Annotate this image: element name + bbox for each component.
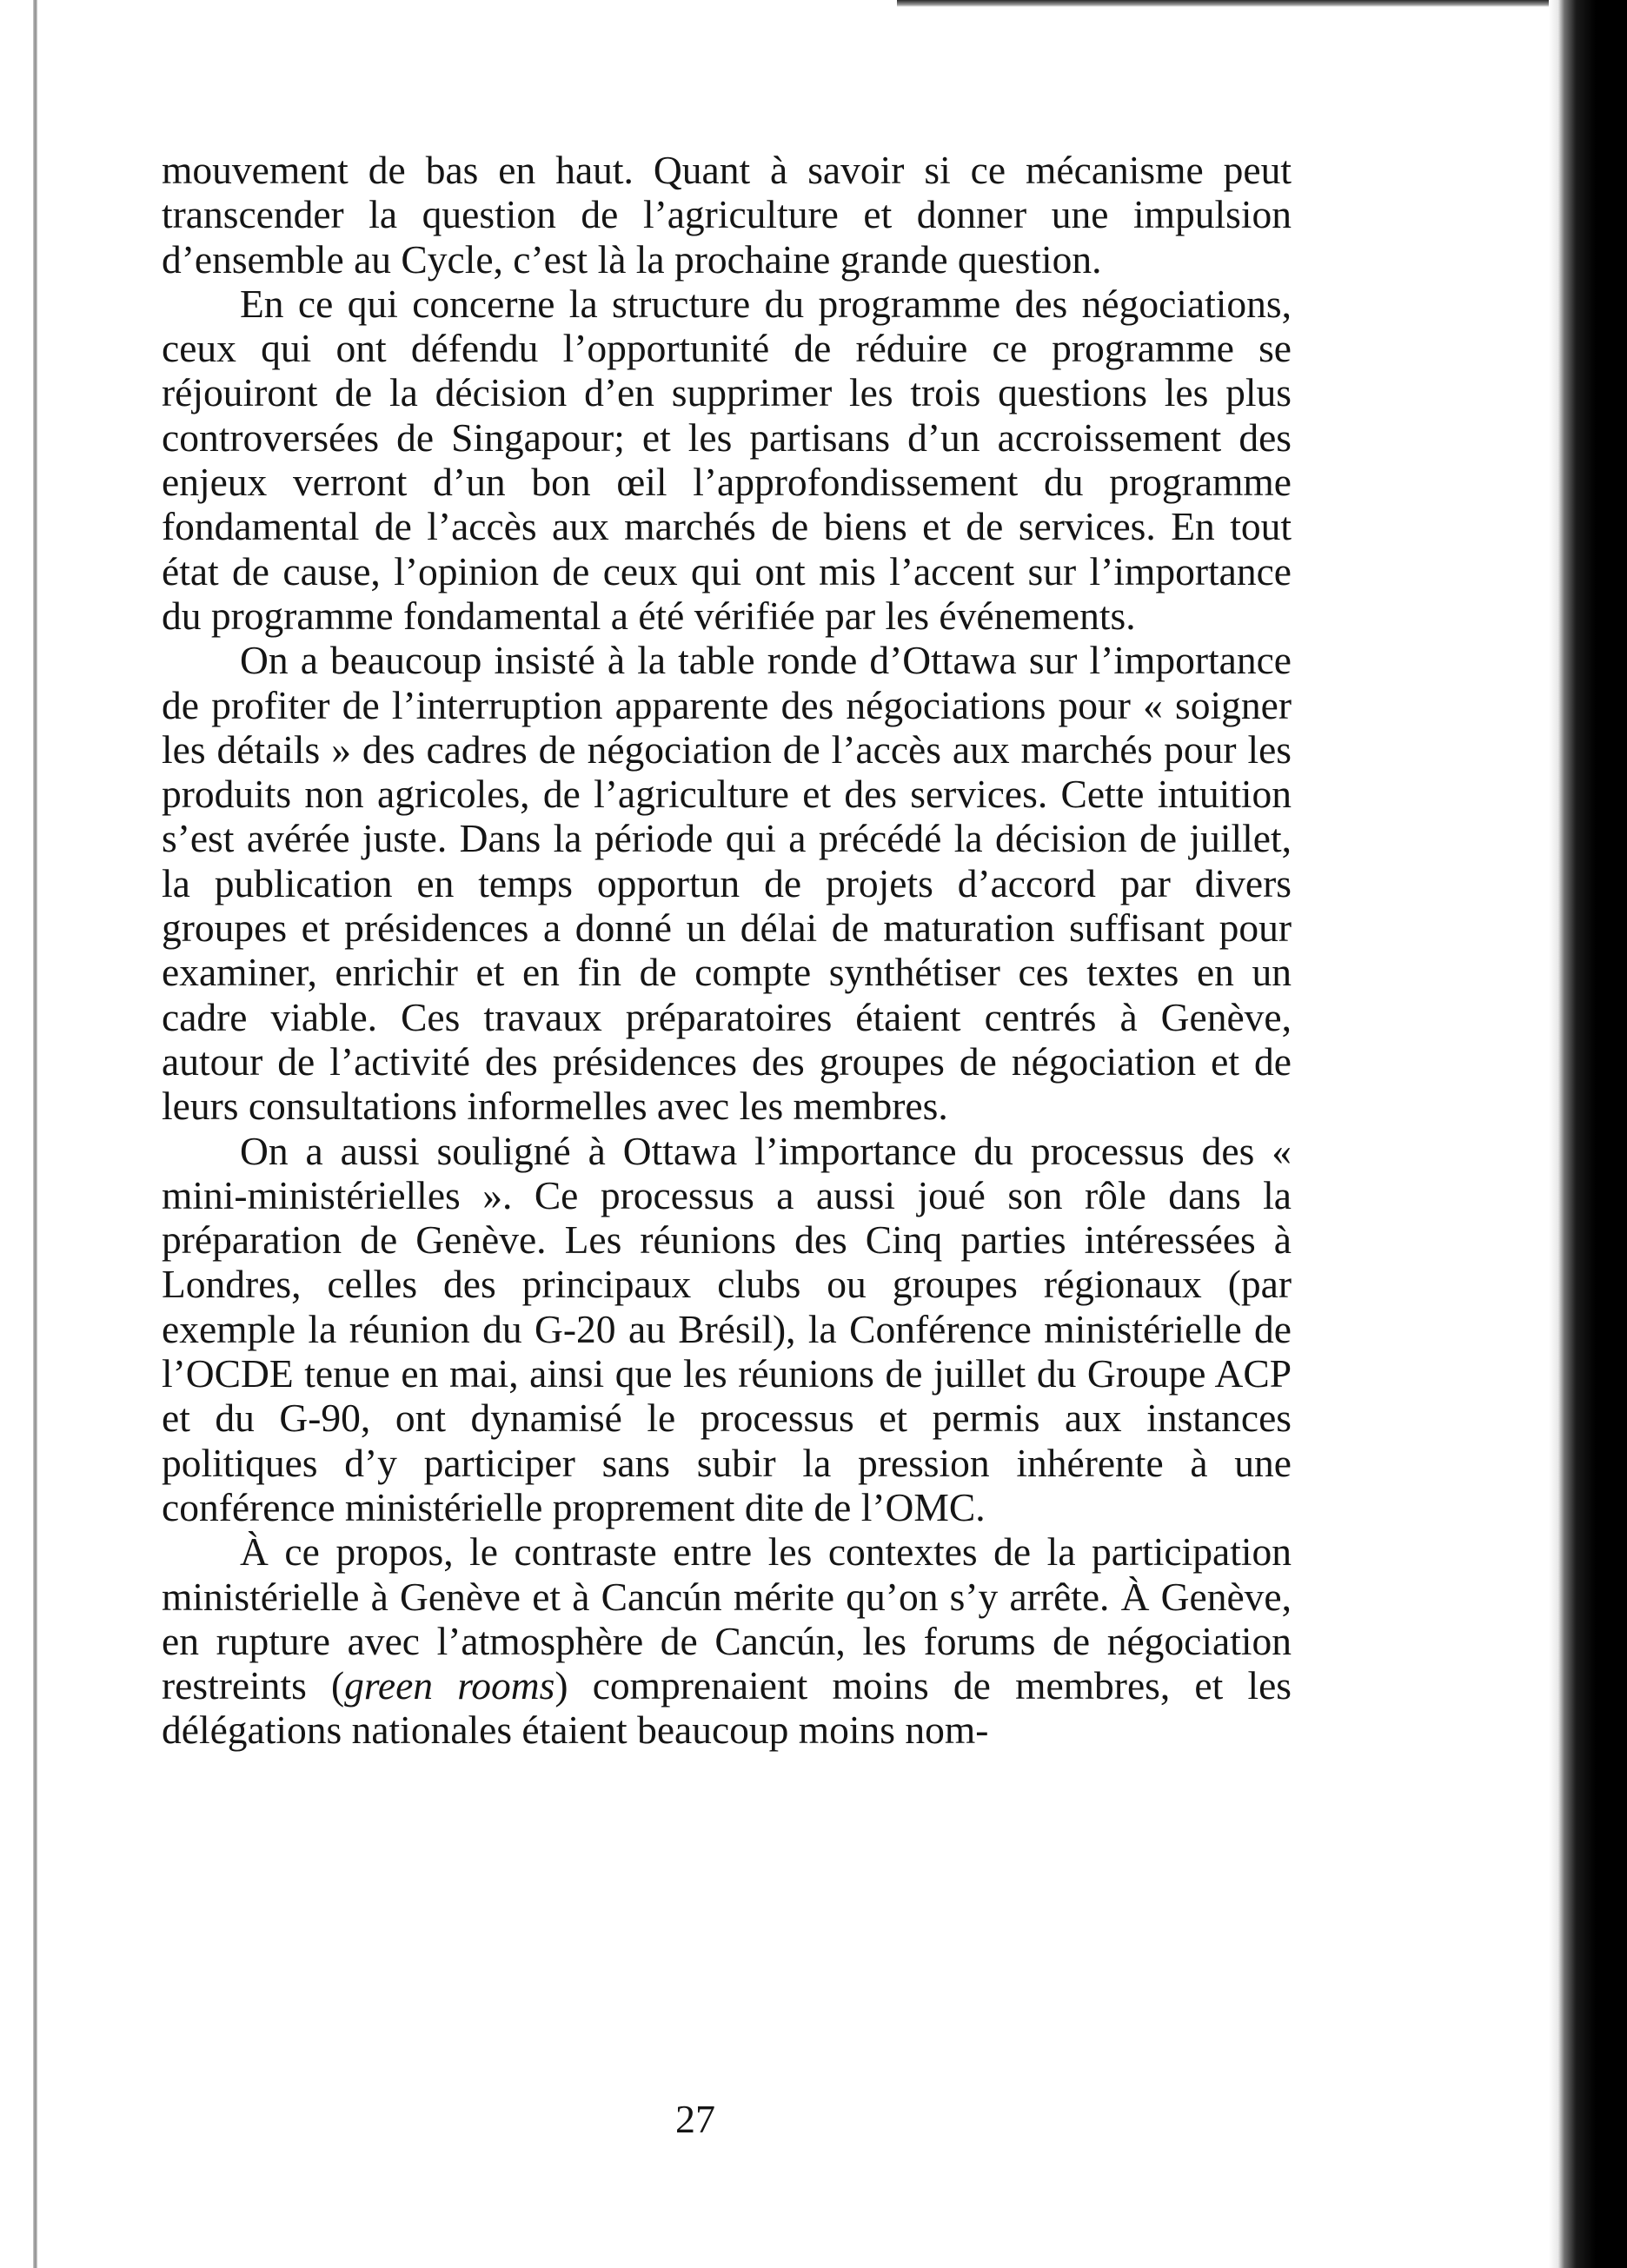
scan-right-edge (1549, 0, 1627, 2268)
paragraph-5 (162, 1529, 1292, 1752)
paragraph-5-end: ) comprenaient moins de membres, et les délégations nationales étaient beaucoup moins nom- (162, 1663, 1292, 1753)
scan-left-edge (33, 0, 37, 2268)
paragraph-3: On a beaucoup insisté à la table ronde d’Ottawa sur l’importance de profiter de l’interruption apparente des négociations pour « soigner les détails » des cadres de négociation de l’accès aux marchés pour les produits non agricoles, de l’agriculture et des services. Cette intuition s’est avérée juste. Dans la période qui a précédé la décision de juillet, la publication en temps opportun de projets d’accord par divers groupes et présidences a donné un délai de maturation suffisant pour examiner, enrichir et en fin de compte synthétiser ces textes en un cadre viable. Ces travaux préparatoires étaient centrés à Genève, autour de l’activité des présidences des groupes de négociation et de leurs consultations informelles avec les membres. (162, 638, 1292, 1129)
italic-term: green rooms (344, 1663, 555, 1708)
paragraph-4: On a aussi souligné à Ottawa l’importance du processus des « mini-ministérielles ». Ce processus a aussi joué son rôle dans la préparation de Genève. Les réunions des Cinq parties intéressées à Londres, celles des principaux clubs ou groupes régionaux (par exemple la réunion du G-20 au Brésil), la Conférence ministérielle de l’OCDE tenue en mai, ainsi que les réunions de juillet du Groupe ACP et du G-90, ont dynamisé le processus et permis aux instances politiques d’y participer sans subir la pression inhérente à une conférence ministérielle proprement dite de l’OMC. (162, 1128, 1292, 1529)
scan-top-edge (897, 0, 1575, 7)
paragraph-2: En ce qui concerne la structure du programme des négociations, ceux qui ont défendu l’opportunité de réduire ce programme se réjouiront de la décision d’en supprimer les trois questions les plus controversées de Singapour; et les partisans d’un accroissement des enjeux verront d’un bon œil l’approfondissement du programme fondamental de l’accès aux marchés de biens et de services. En tout état de cause, l’opinion de ceux qui ont mis l’accent sur l’importance du programme fondamental a été vérifiée par les événements. (162, 281, 1292, 638)
paragraph-5-start: À ce propos, le contraste entre les contextes de la participation ministérielle à Genève et à Cancún mérite qu’on s’y arrête. À Genève, en rupture avec l’atmosphère de Cancún, les forums de négociation restreints ( (162, 1529, 1292, 1708)
body-text (162, 148, 1292, 1753)
page-number: 27 (675, 2097, 715, 2141)
paragraph-1: mouvement de bas en haut. Quant à savoir si ce mécanisme peut transcender la question de l’agriculture et donner une impulsion d’ensemble au Cycle, c’est là la prochaine grande question. (162, 148, 1292, 282)
